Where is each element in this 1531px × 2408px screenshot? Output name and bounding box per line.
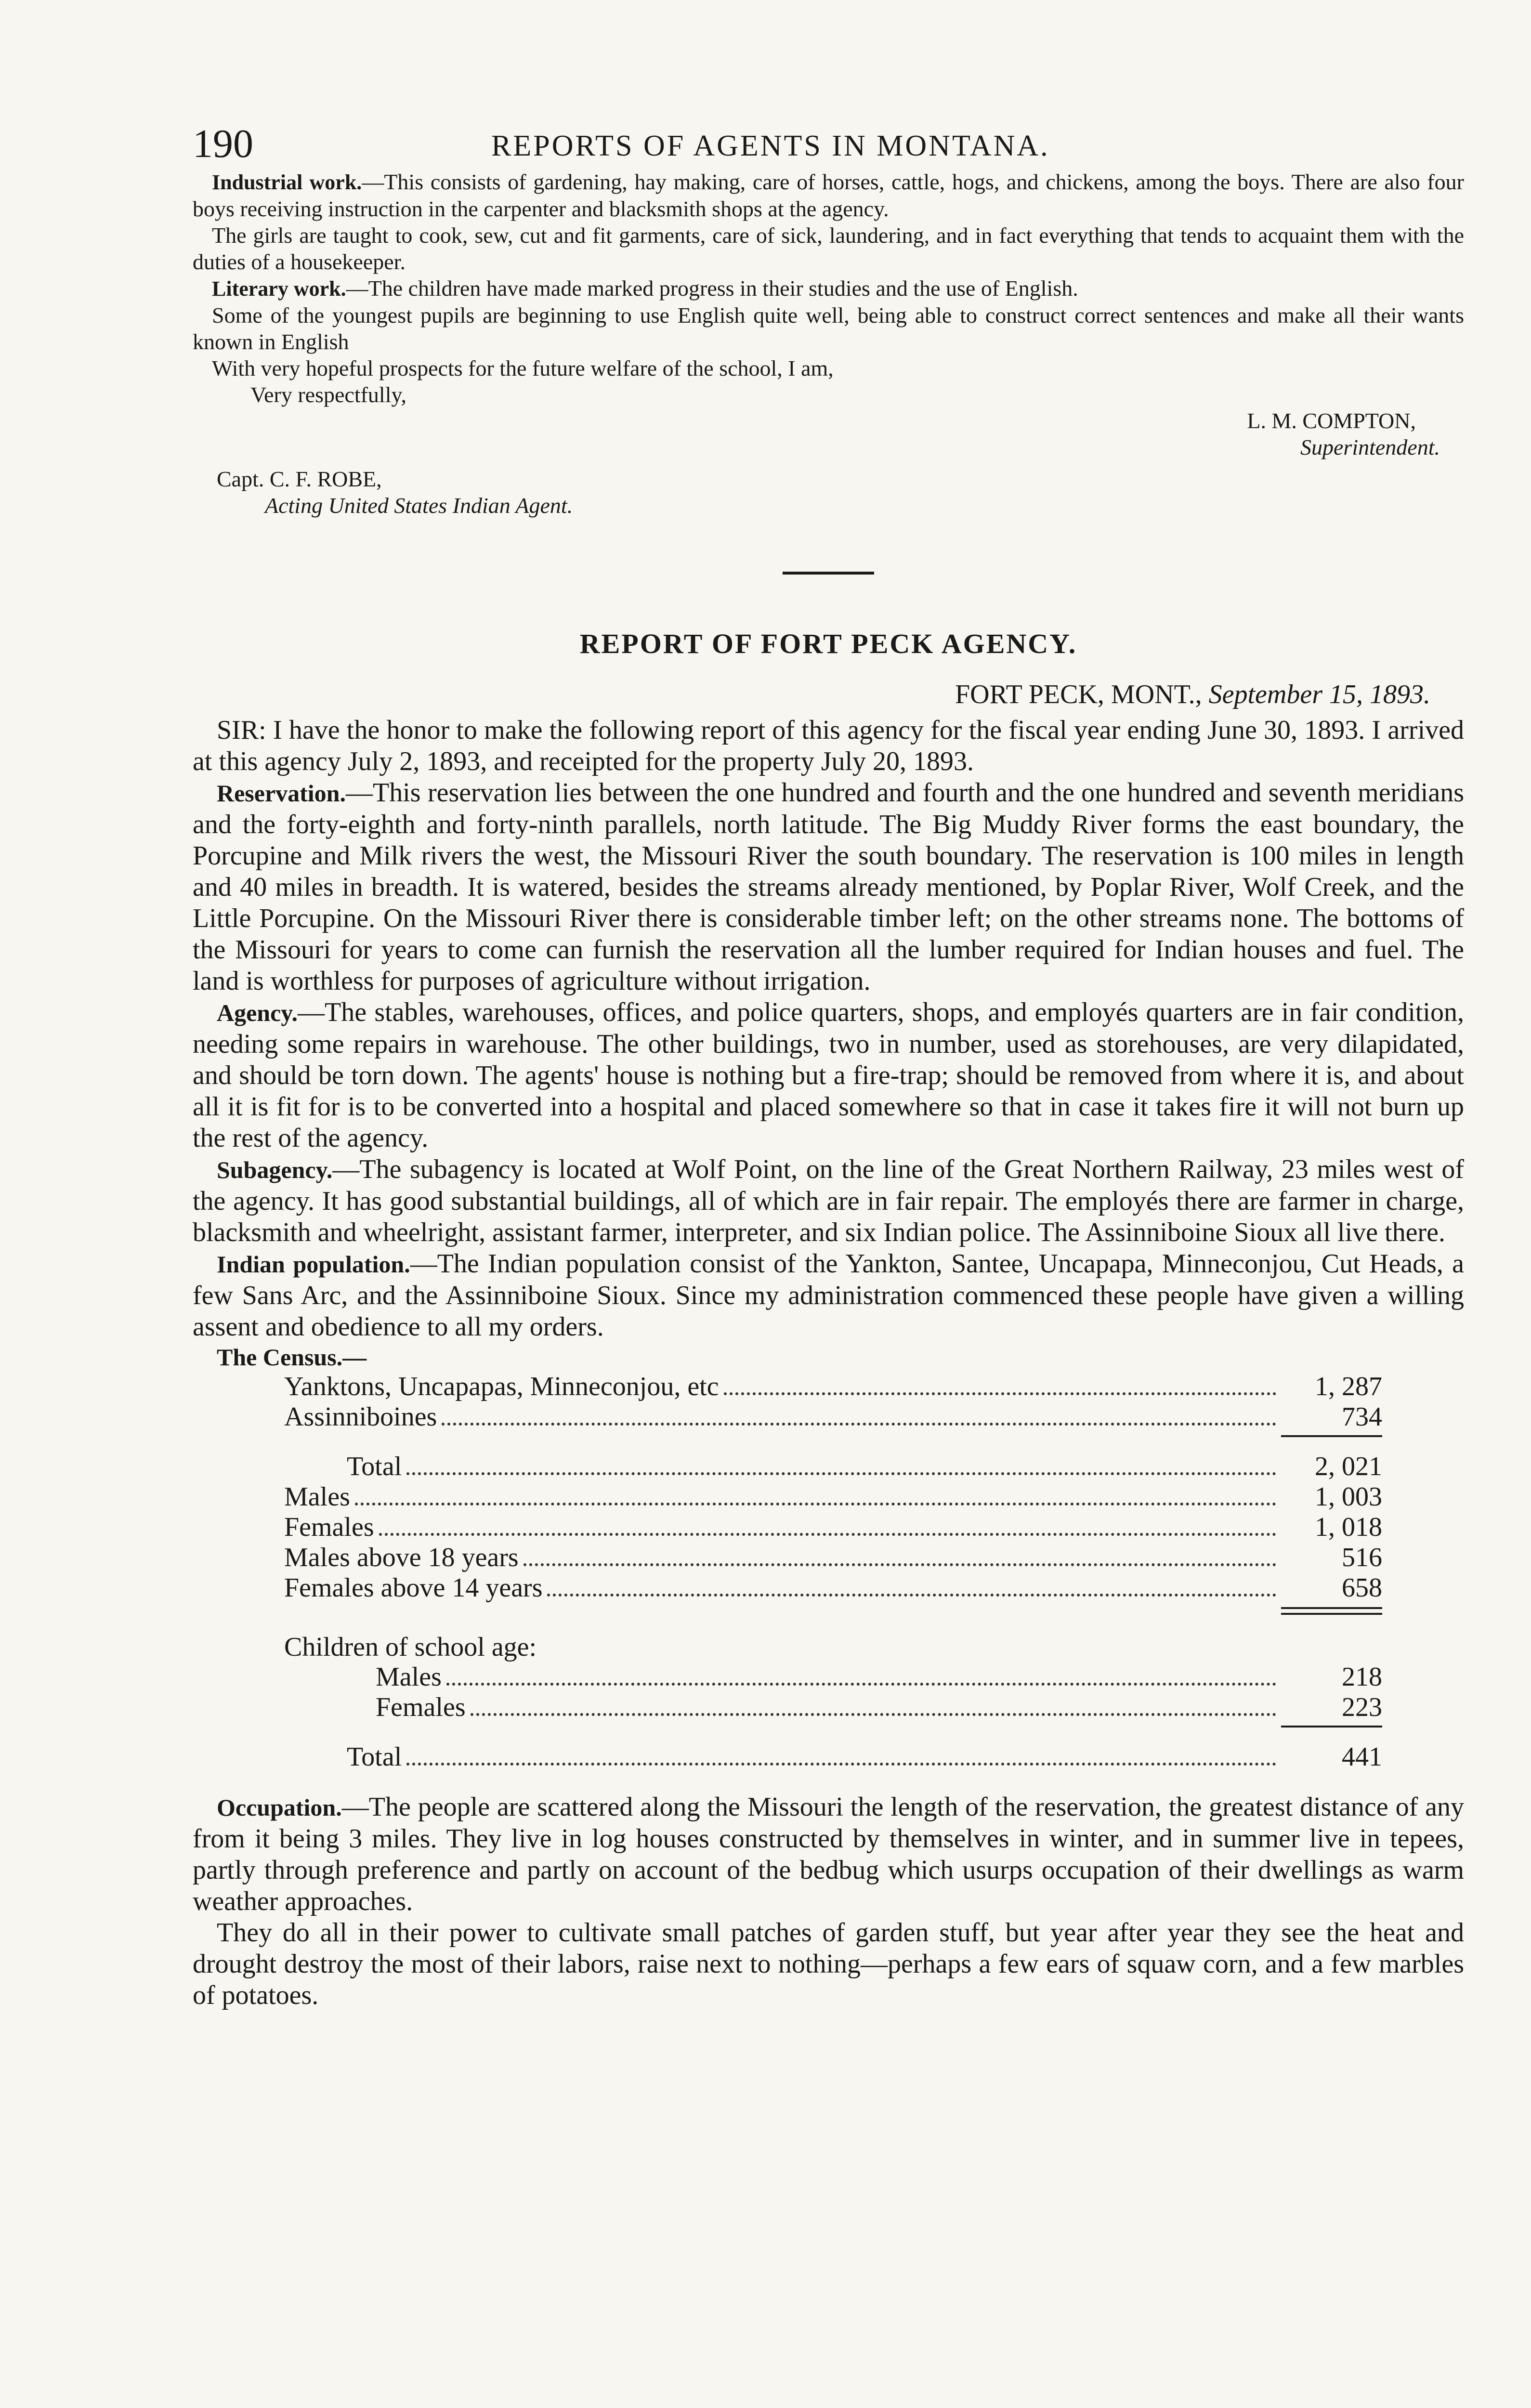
sum-rule xyxy=(1281,1726,1382,1727)
census-row-yanktons xyxy=(193,1372,1382,1402)
agency-text: —The stables, warehouses, offices, and police quarters, shops, and employés quarters are in fair condition, needing some repairs in warehouse. The other buildings, two in number, used as storehouses, are very dilapidated, and should be torn down. The agents' house is nothing but a fire-trap; should be removed from where it is, and about all it is fit for is to be converted into a hospital and placed somewhere so that in case it takes fire it will not burn up the rest of the agency. xyxy=(193,997,1464,1153)
literary-work-text: —The children have made marked progress in their studies and the use of English. xyxy=(346,276,1078,301)
population-heading: Indian population. xyxy=(217,1251,410,1278)
leader-dots xyxy=(446,1683,1276,1686)
leader-dots xyxy=(471,1713,1276,1716)
leader-dots xyxy=(724,1392,1276,1395)
girls-paragraph: The girls are taught to cook, sew, cut and fit garments, care of sick, laundering, and in fact everything that tends to acquaint them with the duties of a housekeeper. xyxy=(193,223,1464,274)
gardening-paragraph: They do all in their power to cultivate small patches of garden stuff, but year after year they see the heat and drought destroy the most of their labors, raise next to nothing—perhaps a few ears of squaw corn, and a few marbles of potatoes. xyxy=(193,1918,1464,2010)
intro-paragraph: SIR: I have the honor to make the following report of this agency for the fiscal year ending June 30, 1893. I arrived at this agency July 2, 1893, and receipted for the property July 20, 1893. xyxy=(193,715,1464,776)
agency-heading: Agency. xyxy=(217,999,298,1026)
signer-title: Superintendent. xyxy=(1300,435,1440,459)
reservation-paragraph xyxy=(193,777,1464,997)
reservation-text: —This reservation lies between the one hundred and fourth and the one hundred and seventh meridians and the forty-eighth and forty-ninth parallels, north latitude. The Big Muddy River forms the east boundary, the Porcupine and Milk rivers the west, the Missouri River the south boundary. The reservation is 100 miles in length and 40 miles in breadth. It is watered, besides the streams already mentioned, by Poplar River, Wolf Creek, and the Little Porcupine. On the Missouri River there is considerable timber left; on the other streams none. The bottoms of the Missouri for years to come can furnish the reservation all the lumber required for Indian houses and fuel. The land is worthless for purposes of agriculture without irrigation. xyxy=(193,778,1464,996)
census-value: 2, 021 xyxy=(1315,1452,1382,1481)
dateline-date: September 15, 1893. xyxy=(1208,680,1430,709)
subagency-paragraph xyxy=(193,1154,1464,1248)
population-paragraph xyxy=(193,1248,1464,1343)
census-value: 218 xyxy=(1342,1662,1382,1692)
leader-dots xyxy=(406,1763,1276,1766)
census-row-females xyxy=(193,1512,1382,1543)
running-head: REPORTS OF AGENTS IN MONTANA. xyxy=(491,130,1050,162)
subagency-text: —The subagency is located at Wolf Point, on the line of the Great Northern Railway, 23 miles west of the agency. It has good substantial buildings, all of which are in fair repair. The employés there are farmer in charge, blacksmith and wheelright, assistant farmer, interpreter, and six Indian police. The Assinniboine Sioux all live there. xyxy=(193,1154,1464,1247)
leader-dots xyxy=(547,1594,1276,1597)
census-heading: The Census.— xyxy=(217,1344,367,1371)
dateline-place: FORT PECK, MONT., xyxy=(955,680,1202,709)
census-value: 441 xyxy=(1342,1742,1382,1772)
pupils-paragraph: Some of the youngest pupils are beginning to use English quite well, being able to construct correct sentences and make all their wants known in English xyxy=(193,303,1464,354)
addressee-title: Acting United States Indian Agent. xyxy=(265,493,573,518)
addressee-block xyxy=(217,466,1464,519)
census-label: Total xyxy=(347,1452,402,1481)
document-page xyxy=(193,116,1464,2011)
census-row-total xyxy=(193,1452,1382,1482)
leader-dots xyxy=(379,1533,1276,1536)
leader-dots xyxy=(523,1563,1276,1566)
census-row-child-females xyxy=(193,1692,1382,1723)
population-text: —The Indian population consist of the Yankton, Santee, Uncapapa, Minneconjou, Cut Heads, a few Sans Arc, and the Assinniboine Sioux. Since my administration commenced these people have given a willing assent and obedience to all my orders. xyxy=(193,1249,1464,1342)
industrial-work-text: —This consists of gardening, hay making, care of horses, cattle, hogs, and chickens, among the boys. There are also four boys receiving instruction in the carpenter and blacksmith shops at the agency. xyxy=(193,170,1464,221)
census-value: 734 xyxy=(1342,1402,1382,1432)
addressee-name: Capt. C. F. ROBE, xyxy=(217,467,382,491)
children-heading: Children of school age: xyxy=(284,1632,537,1662)
census-row-females-14 xyxy=(193,1573,1382,1603)
report-title: REPORT OF FORT PECK AGENCY. xyxy=(579,628,1077,659)
reservation-heading: Reservation. xyxy=(217,780,346,807)
signature-block xyxy=(193,408,1464,466)
occupation-paragraph xyxy=(193,1792,1464,1917)
leader-dots xyxy=(442,1423,1276,1426)
double-rule xyxy=(1281,1607,1382,1615)
dateline xyxy=(193,679,1430,710)
occupation-text: —The people are scattered along the Missouri the length of the reservation, the greatest distance of any from it being 3 miles. They live in log houses constructed by themselves in winter, and in summer live in tepees, partly through preference and partly on account of the bedbug which usurps occupation of their dwellings as warm weather approaches. xyxy=(193,1792,1464,1916)
closing-line: With very hopeful prospects for the future welfare of the school, I am, xyxy=(212,356,834,380)
census-row-males xyxy=(193,1482,1382,1512)
occupation-section xyxy=(193,1792,1464,2011)
industrial-work-heading: Industrial work. xyxy=(212,170,362,194)
industrial-work-paragraph xyxy=(193,169,1464,222)
census-label: Females xyxy=(376,1692,466,1722)
leader-dots xyxy=(406,1472,1276,1475)
census-value: 516 xyxy=(1342,1543,1382,1572)
census-value: 223 xyxy=(1342,1692,1382,1722)
literary-work-paragraph xyxy=(193,275,1464,302)
census-label: Yanktons, Uncapapas, Minneconjou, etc xyxy=(284,1372,719,1401)
children-heading-row xyxy=(193,1632,1382,1662)
census-row-males-18 xyxy=(193,1543,1382,1573)
section-divider xyxy=(783,572,874,575)
signer-name: L. M. COMPTON, xyxy=(1247,408,1416,433)
page-header xyxy=(193,116,1464,169)
spacer xyxy=(193,1772,1464,1792)
sum-rule xyxy=(1281,1435,1382,1437)
report-body xyxy=(193,715,1464,1343)
census-label: Males xyxy=(284,1482,350,1512)
literary-work-heading: Literary work. xyxy=(212,277,346,301)
census-value: 1, 287 xyxy=(1315,1372,1382,1401)
census-label: Females xyxy=(284,1512,374,1542)
school-report-section xyxy=(193,169,1464,408)
census-label: Females above 14 years xyxy=(284,1573,543,1603)
page-number: 190 xyxy=(193,121,253,166)
valediction: Very respectfully, xyxy=(250,382,406,407)
census-value: 1, 003 xyxy=(1315,1482,1382,1512)
census-row-child-males xyxy=(193,1662,1382,1692)
census-label: Males xyxy=(376,1662,442,1692)
census-row-assinniboines xyxy=(193,1402,1382,1432)
census-table xyxy=(193,1372,1382,1772)
occupation-heading: Occupation. xyxy=(217,1794,342,1821)
subagency-heading: Subagency. xyxy=(217,1156,333,1183)
census-label: Total xyxy=(347,1742,402,1772)
agency-paragraph xyxy=(193,997,1464,1154)
leader-dots xyxy=(355,1503,1276,1505)
census-label: Males above 18 years xyxy=(284,1543,519,1572)
census-label: Assinniboines xyxy=(284,1402,437,1432)
census-value: 658 xyxy=(1342,1573,1382,1603)
census-value: 1, 018 xyxy=(1315,1512,1382,1542)
census-row-child-total xyxy=(193,1742,1382,1772)
